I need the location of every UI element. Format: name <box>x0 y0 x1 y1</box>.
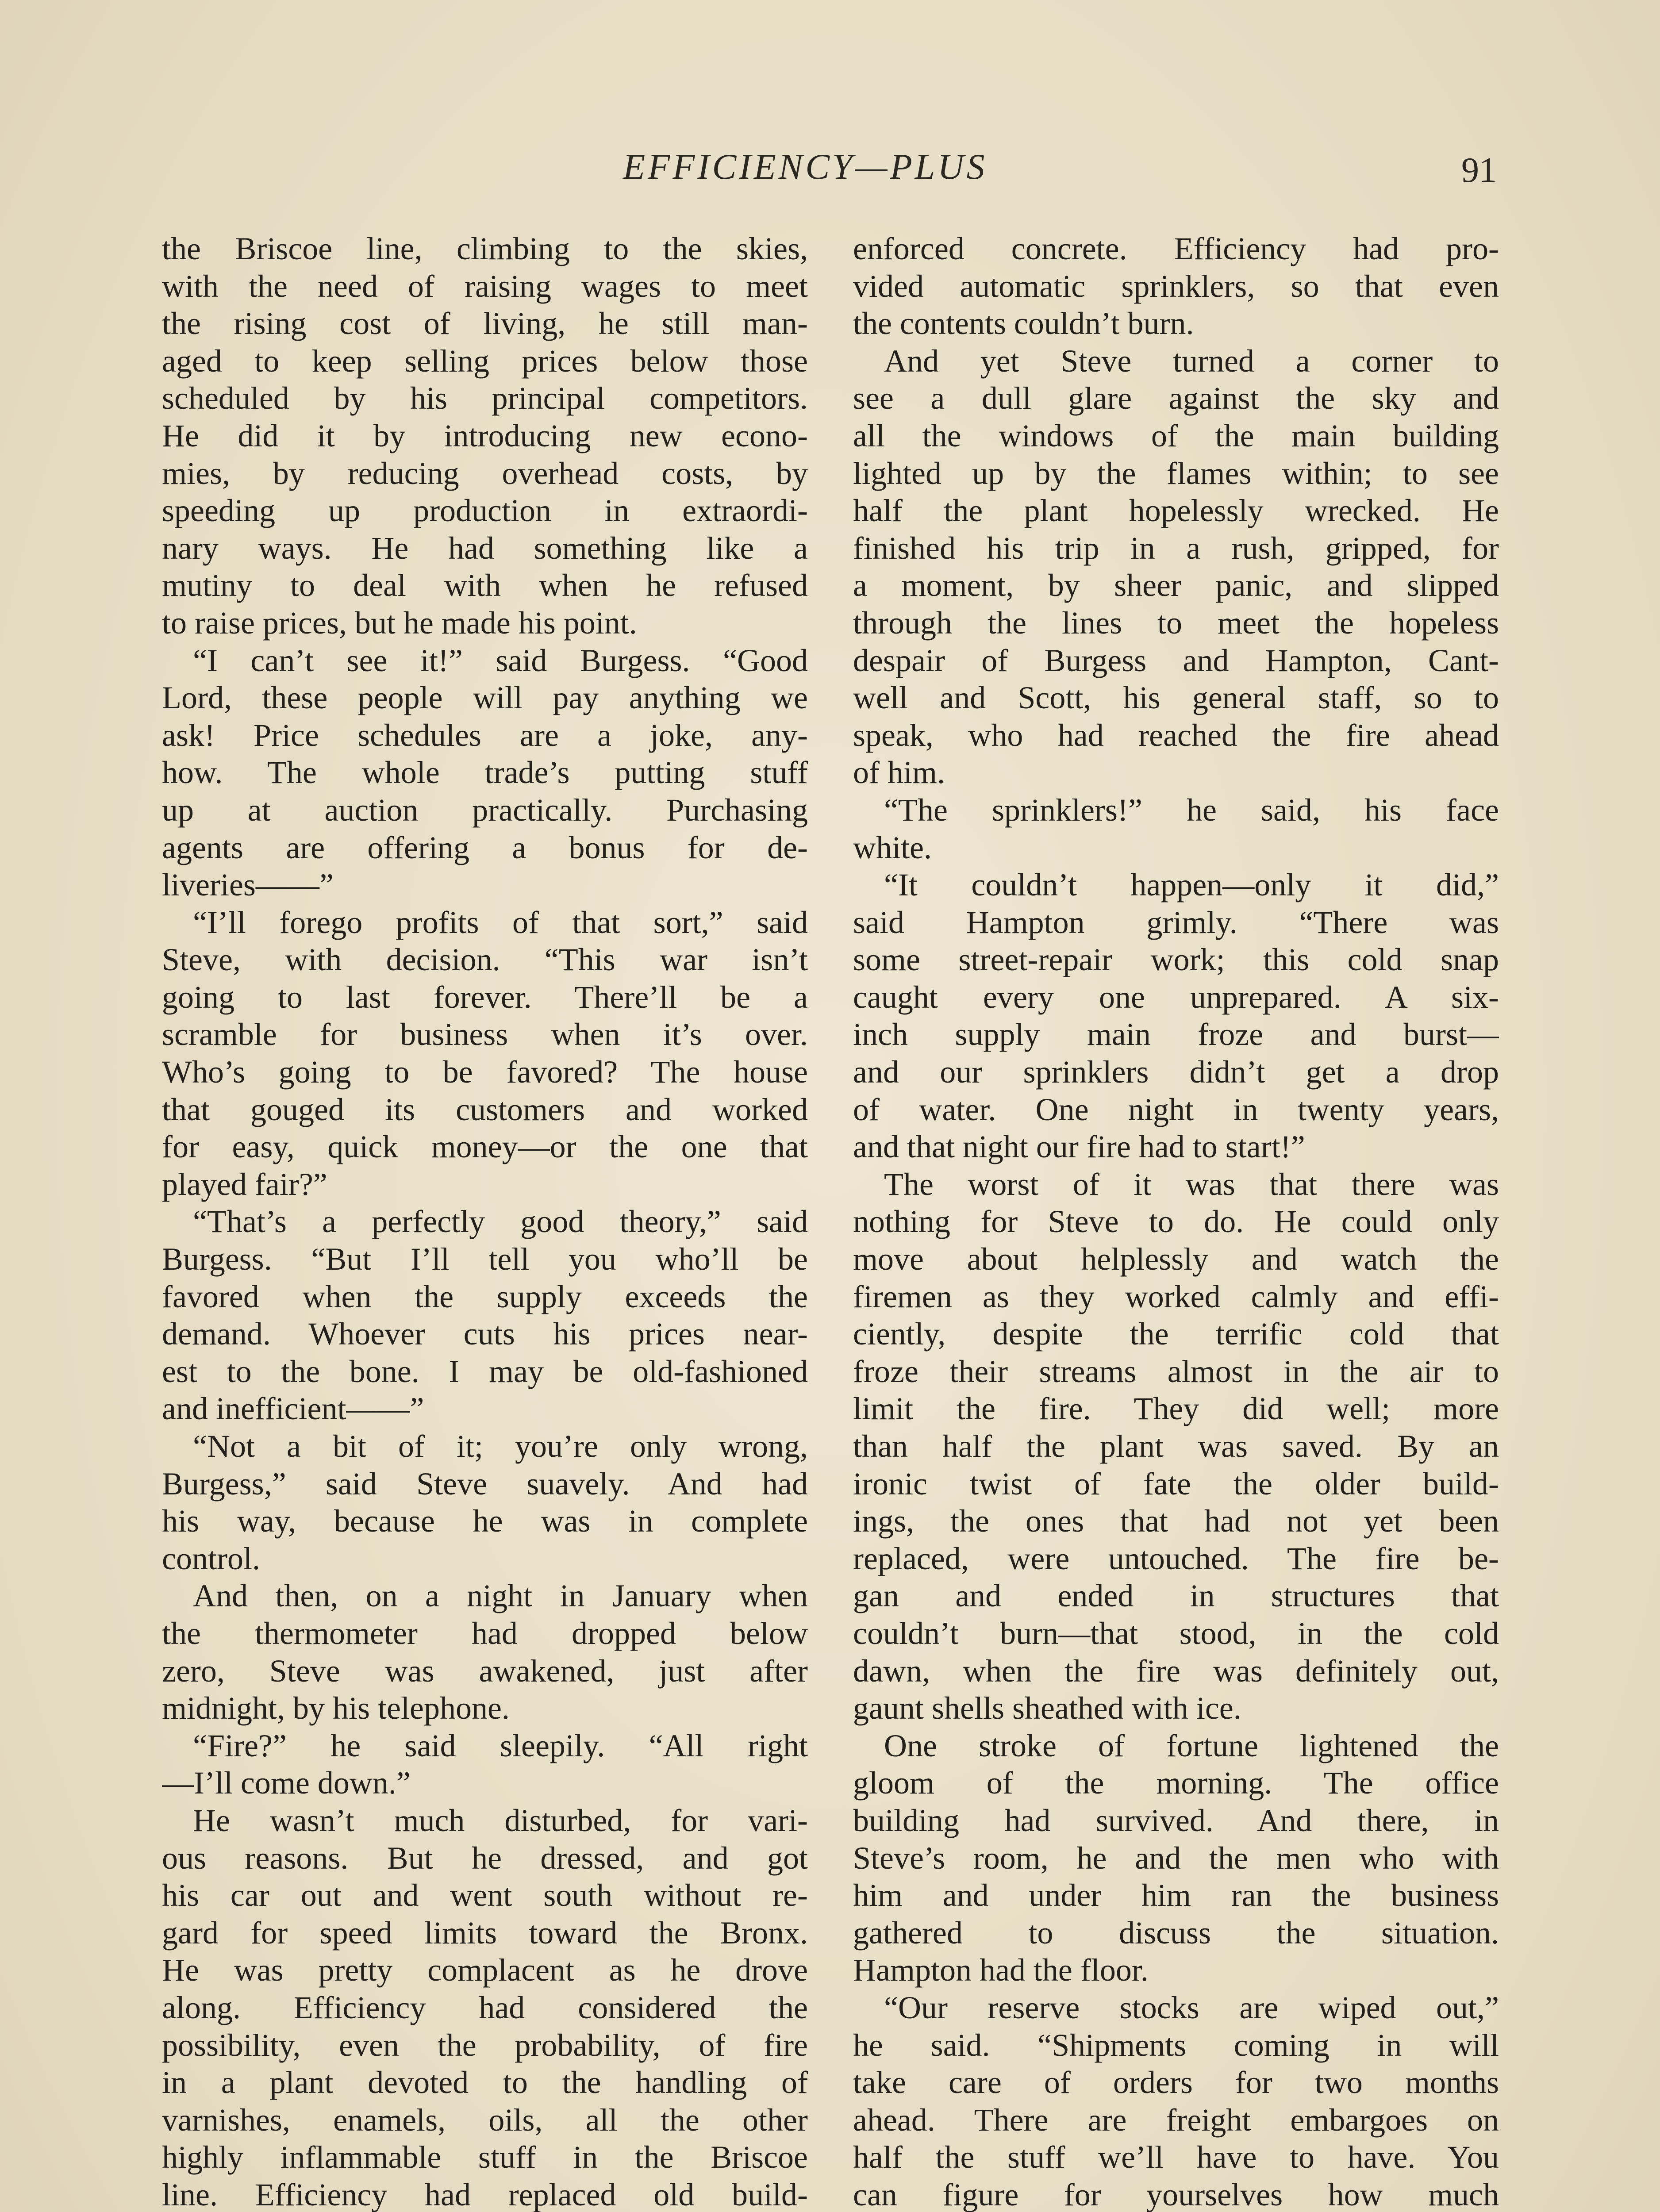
text-line: finished his trip in a rush, gripped, for <box>853 530 1499 566</box>
text-line: “Not a bit of it; you’re only wrong, <box>193 1429 808 1464</box>
text-line: up at auction practically. Purchasing <box>162 792 808 828</box>
text-line: with the need of raising wages to meet <box>162 268 808 304</box>
text-line: building had survived. And there, in <box>853 1802 1499 1838</box>
text-line: all the windows of the main building <box>853 418 1499 453</box>
text-line: He was pretty complacent as he drove <box>162 1952 808 1988</box>
text-column-left <box>162 230 808 2212</box>
text-line: He wasn’t much disturbed, for vari- <box>193 1802 808 1838</box>
text-line: inch supply main froze and burst— <box>853 1017 1499 1052</box>
text-line: agents are offering a bonus for de- <box>162 830 808 865</box>
text-line: take care of orders for two months <box>853 2065 1499 2101</box>
text-line: the contents couldn’t burn. <box>853 306 1194 342</box>
text-line: “I’ll forego profits of that sort,” said <box>193 904 808 940</box>
text-line: speeding up production in extraordi- <box>162 493 808 529</box>
text-line: midnight, by his telephone. <box>162 1690 510 1726</box>
text-line: his way, because he was in complete <box>162 1503 808 1539</box>
text-line: “The sprinklers!” he said, his face <box>884 792 1499 828</box>
text-line: that gouged its customers and worked <box>162 1091 808 1127</box>
text-line: varnishes, enamels, oils, all the other <box>162 2102 808 2138</box>
text-line: mies, by reducing overhead costs, by <box>162 455 808 491</box>
text-line: gard for speed limits toward the Bronx. <box>162 1915 808 1951</box>
text-line: couldn’t burn—that stood, in the cold <box>853 1615 1499 1651</box>
text-line: of him. <box>853 755 945 791</box>
text-line: ask! Price schedules are a joke, any- <box>162 717 808 753</box>
text-line: move about helplessly and watch the <box>853 1241 1499 1277</box>
text-line: caught every one unprepared. A six- <box>853 979 1499 1015</box>
text-line: the rising cost of living, he still man- <box>162 306 808 342</box>
text-line: “Our reserve stocks are wiped out,” <box>884 1989 1499 2025</box>
text-line: half the plant hopelessly wrecked. He <box>853 493 1499 529</box>
text-line: well and Scott, his general staff, so to <box>853 680 1499 716</box>
text-line: aged to keep selling prices below those <box>162 343 808 379</box>
text-line: speak, who had reached the fire ahead <box>853 717 1499 753</box>
text-line: how. The whole trade’s putting stuff <box>162 755 808 791</box>
running-head <box>0 146 1660 199</box>
text-line: played fair?” <box>162 1166 327 1202</box>
text-line: scramble for business when it’s over. <box>162 1017 808 1052</box>
text-column-right <box>853 230 1499 2212</box>
text-line: mutiny to deal with when he refused <box>162 568 808 603</box>
text-line: the thermometer had dropped below <box>162 1615 808 1651</box>
text-line: Steve, with decision. “This war isn’t <box>162 942 808 978</box>
text-line: and our sprinklers didn’t get a drop <box>853 1054 1499 1090</box>
text-line: favored when the supply exceeds the <box>162 1279 808 1314</box>
text-line: than half the plant was saved. By an <box>853 1429 1499 1464</box>
text-line: “That’s a perfectly good theory,” said <box>193 1204 808 1240</box>
text-line: “It couldn’t happen—only it did,” <box>884 867 1499 903</box>
text-line: ironic twist of fate the older build- <box>853 1466 1499 1502</box>
text-line: for easy, quick money—or the one that <box>162 1129 808 1165</box>
text-line: froze their streams almost in the air to <box>853 1353 1499 1389</box>
text-line: line. Efficiency had replaced old build- <box>162 2177 808 2212</box>
text-line: Lord, these people will pay anything we <box>162 680 808 716</box>
text-line: limit the fire. They did well; more <box>853 1391 1499 1427</box>
text-line: Steve’s room, he and the men who with <box>853 1840 1499 1876</box>
page-number: 91 <box>1461 151 1497 190</box>
text-line: to raise prices, but he made his point. <box>162 605 637 641</box>
text-line: and that night our fire had to start!” <box>853 1129 1305 1165</box>
text-line: Burgess. “But I’ll tell you who’ll be <box>162 1241 808 1277</box>
text-line: Burgess,” said Steve suavely. And had <box>162 1466 808 1502</box>
text-line: some street-repair work; this cold snap <box>853 942 1499 978</box>
text-line: dawn, when the fire was definitely out, <box>853 1653 1499 1689</box>
text-line: One stroke of fortune lightened the <box>884 1728 1499 1763</box>
text-line: can figure for yourselves how much <box>853 2177 1499 2212</box>
text-line: highly inflammable stuff in the Briscoe <box>162 2139 808 2175</box>
text-line: gan and ended in structures that <box>853 1578 1499 1614</box>
text-line: scheduled by his principal competitors. <box>162 380 808 416</box>
text-line: in a plant devoted to the handling of <box>162 2065 808 2101</box>
text-line: a moment, by sheer panic, and slipped <box>853 568 1499 603</box>
text-line: “Fire?” he said sleepily. “All right <box>193 1728 808 1763</box>
text-line: ciently, despite the terrific cold that <box>853 1316 1499 1352</box>
text-line: He did it by introducing new econo- <box>162 418 808 453</box>
text-line: see a dull glare against the sky and <box>853 380 1499 416</box>
text-line: him and under him ran the business <box>853 1878 1499 1913</box>
text-line: The worst of it was that there was <box>884 1166 1499 1202</box>
text-line: going to last forever. There’ll be a <box>162 979 808 1015</box>
text-line: —I’ll come down.” <box>162 1765 411 1801</box>
text-line: zero, Steve was awakened, just after <box>162 1653 808 1689</box>
text-line: and inefficient——” <box>162 1391 424 1427</box>
text-line: lighted up by the flames within; to see <box>853 455 1499 491</box>
text-line: est to the bone. I may be old-fashioned <box>162 1353 808 1389</box>
text-line: white. <box>853 830 932 865</box>
text-line: liveries——” <box>162 867 334 903</box>
text-line: he said. “Shipments coming in will <box>853 2027 1499 2063</box>
text-line: And yet Steve turned a corner to <box>884 343 1499 379</box>
text-line: ous reasons. But he dressed, and got <box>162 1840 808 1876</box>
text-line: his car out and went south without re- <box>162 1878 808 1913</box>
text-line: gaunt shells sheathed with ice. <box>853 1690 1241 1726</box>
text-line: nothing for Steve to do. He could only <box>853 1204 1499 1240</box>
text-line: said Hampton grimly. “There was <box>853 904 1499 940</box>
text-line: enforced concrete. Efficiency had pro- <box>853 231 1499 266</box>
text-line: gathered to discuss the situation. <box>853 1915 1499 1951</box>
text-line: firemen as they worked calmly and effi- <box>853 1279 1499 1314</box>
text-line: vided automatic sprinklers, so that even <box>853 268 1499 304</box>
text-line: control. <box>162 1540 260 1576</box>
text-line: through the lines to meet the hopeless <box>853 605 1499 641</box>
text-line: “I can’t see it!” said Burgess. “Good <box>193 642 808 678</box>
text-line: ahead. There are freight embargoes on <box>853 2102 1499 2138</box>
text-line: gloom of the morning. The office <box>853 1765 1499 1801</box>
text-line: ings, the ones that had not yet been <box>853 1503 1499 1539</box>
text-line: despair of Burgess and Hampton, Cant- <box>853 642 1499 678</box>
text-line: Hampton had the floor. <box>853 1952 1149 1988</box>
text-line: of water. One night in twenty years, <box>853 1091 1499 1127</box>
running-title: EFFICIENCY—PLUS <box>623 146 988 187</box>
text-line: along. Efficiency had considered the <box>162 1989 808 2025</box>
text-line: Who’s going to be favored? The house <box>162 1054 808 1090</box>
text-line: the Briscoe line, climbing to the skies, <box>162 231 808 266</box>
text-line: replaced, were untouched. The fire be- <box>853 1540 1499 1576</box>
text-line: possibility, even the probability, of fire <box>162 2027 808 2063</box>
text-line: half the stuff we’ll have to have. You <box>853 2139 1499 2175</box>
text-line: And then, on a night in January when <box>193 1578 808 1614</box>
text-line: demand. Whoever cuts his prices near- <box>162 1316 808 1352</box>
text-line: nary ways. He had something like a <box>162 530 808 566</box>
